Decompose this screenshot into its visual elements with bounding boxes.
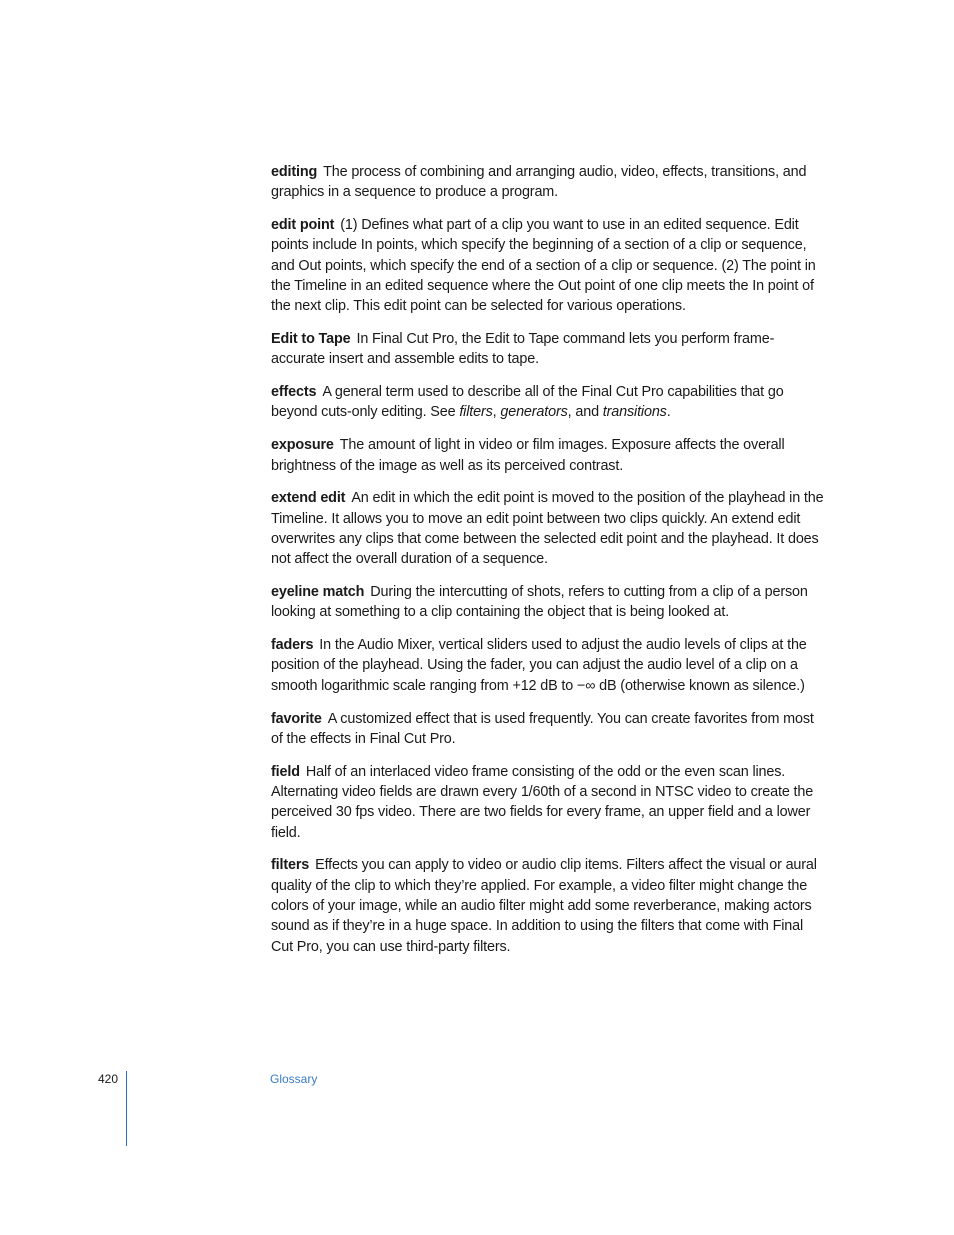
glossary-entry-exposure — [271, 435, 827, 476]
glossary-definition: An edit in which the edit point is moved to the position of the playhead in the Timeline. It allows you to move an edit point between two clips quickly. An extend edit overwrites any clips that come between the selected edit point and the playhead. It does not affect the overall duration of a sequence. — [271, 490, 824, 568]
footer-divider — [126, 1071, 127, 1146]
glossary-term: faders — [271, 637, 314, 654]
glossary-term: field — [271, 763, 300, 780]
glossary-entry-extend-edit — [271, 488, 827, 569]
glossary-entry-edit-point — [271, 215, 827, 316]
glossary-term: favorite — [271, 710, 322, 727]
glossary-entry-eyeline-match — [271, 582, 827, 623]
glossary-definition: (1) Defines what part of a clip you want to use in an edited sequence. Edit points include In points, which specify the beginning of a section of a clip or sequence, and Out points, which specify the end of a section of a clip or sequence. (2) The point in the Timeline in an edited sequence where the Out point of one clip meets the In point of the next clip. This edit point can be selected for various operations. — [271, 217, 816, 315]
glossary-definition: The amount of light in video or film images. Exposure affects the overall brightness of the image as well as its perceived contrast. — [271, 437, 785, 474]
glossary-term: eyeline match — [271, 584, 365, 601]
glossary-entry-edit-to-tape — [271, 329, 827, 370]
footer-section-name: Glossary — [270, 1072, 318, 1086]
glossary-definition: The process of combining and arranging audio, video, effects, transitions, and graphics in a sequence to produce a program. — [271, 164, 807, 201]
glossary-term: edit point — [271, 217, 335, 234]
glossary-entry-favorite — [271, 709, 827, 750]
glossary-term: effects — [271, 384, 317, 401]
page-number: 420 — [98, 1072, 119, 1086]
glossary-term: filters — [271, 857, 310, 874]
glossary-entry-effects — [271, 382, 827, 423]
glossary-entry-editing — [271, 162, 827, 203]
cross-reference-transitions: transitions — [602, 404, 667, 421]
glossary-definition: In Final Cut Pro, the Edit to Tape command lets you perform frame-accurate insert and assemble edits to tape. — [271, 331, 775, 368]
cross-reference-filters: filters — [459, 404, 493, 421]
glossary-entry-faders — [271, 635, 827, 696]
glossary-definition: A general term used to describe all of the Final Cut Pro capabilities that go beyond cuts-only editing. See filters, generators, and transitions. — [271, 384, 784, 421]
glossary-definition: In the Audio Mixer, vertical sliders used to adjust the audio levels of clips at the position of the playhead. Using the fader, you can adjust the audio level of a clip on a smooth logarithmic scale ranging from +12 dB to −∞ dB (otherwise known as silence.) — [271, 637, 807, 694]
glossary-term: extend edit — [271, 490, 346, 507]
glossary-term: Edit to Tape — [271, 331, 351, 348]
glossary-entry-field — [271, 762, 827, 843]
glossary-definition: During the intercutting of shots, refers to cutting from a clip of a person looking at something to a clip containing the object that is being looked at. — [271, 584, 808, 621]
glossary-entry-filters — [271, 855, 827, 956]
glossary-list — [271, 162, 827, 969]
glossary-term: editing — [271, 164, 318, 180]
glossary-definition: Effects you can apply to video or audio clip items. Filters affect the visual or aural quality of the clip to which they’re applied. For example, a video filter might change the colors of your image, while an audio filter might add some reverberance, making actors sound as if they’re in a huge space. In addition to using the filters that come with Final Cut Pro, you can use third-party filters. — [271, 857, 817, 955]
glossary-definition: Half of an interlaced video frame consisting of the odd or the even scan lines. Alternating video fields are drawn every 1/60th of a second in NTSC video to create the perceived 30 fps video. There are two fields for every frame, an upper field and a lower field. — [271, 763, 814, 841]
glossary-term: exposure — [271, 437, 334, 454]
cross-reference-generators: generators — [500, 404, 568, 421]
glossary-definition: A customized effect that is used frequently. You can create favorites from most of the effects in Final Cut Pro. — [271, 710, 814, 747]
